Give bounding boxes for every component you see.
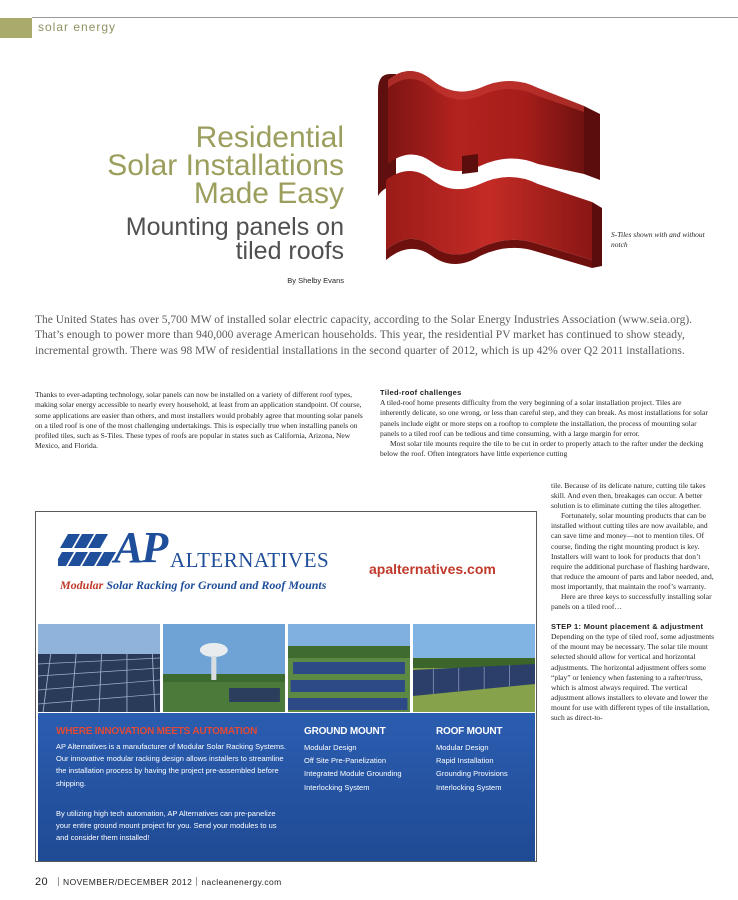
ad-info-panel	[38, 713, 535, 861]
intro-paragraph: The United States has over 5,700 MW of installed solar electric capacity, according to the Solar Energy Industries Association (www.seia.org). That’s enough to power more than 940,000 average American households. This year, the residential PV market has continued to show steady, incremental growth. There was 98 MW of residential installations in the second quarter of 2012, which is up 42% over Q2 2011 installations.	[35, 314, 693, 357]
ground-mount-item: Integrated Module Grounding	[304, 769, 402, 779]
body-paragraph-4: Here are three keys to successfully installing solar panels on a tiled roof…	[551, 592, 712, 612]
ad-url-link[interactable]: apalternatives.com	[369, 561, 496, 577]
roof-mount-list	[436, 741, 508, 794]
solar-array-photo-4	[413, 624, 535, 712]
ad-body-2: By utilizing high tech automation, AP Alternatives can pre-panelize your entire ground mount project for you. Send your modules to us and consider them installed!	[56, 809, 277, 843]
footer-divider	[196, 877, 197, 886]
section-tab-marker	[0, 18, 32, 38]
site-url[interactable]: nacleanenergy.com	[201, 877, 282, 887]
ad-brand-name: ALTERNATIVES	[170, 548, 330, 572]
article-subhead	[14, 215, 344, 263]
ap-alternatives-ad[interactable]	[35, 511, 537, 862]
headline-line-2: Solar Installations	[107, 149, 344, 182]
left-column-text: Thanks to ever-adapting technology, solar panels can now be installed on a variety of different roof types, making solar energy accessible to nearly every household, at least from an application standpoint. Of course, some applications are easier than others, and most installers would probably agree that mounting solar panels on a tiled roof is one of the most challenging undertakings. This is especially true when installing panels on profiled tiles, such as S-Tiles. These types of roofs are popular in states such as California, Arizona, New Mexico, and Florida.	[35, 390, 363, 451]
ad-tagline-rest: Solar Racking for Ground and Roof Mounts	[106, 578, 327, 592]
ad-heading-roof: ROOF MOUNT	[436, 726, 503, 737]
ground-mount-list	[304, 741, 402, 794]
roof-mount-item: Rapid Installation	[436, 756, 494, 766]
ground-mount-item: Off Site Pre-Panelization	[304, 756, 386, 766]
ground-mount-item: Interlocking System	[304, 782, 370, 792]
roof-mount-item: Grounding Provisions	[436, 769, 508, 779]
solar-array-photo-1	[38, 624, 160, 712]
headline-line-1: Residential	[195, 121, 344, 154]
roof-mount-item: Modular Design	[436, 743, 489, 752]
step1-text: Depending on the type of tiled roof, some adjustments of the mount may be necessary. The solar tile mount selected should allow for vertical and horizontal adjustments. The horizontal adjustment offers some “play” or leniency when fastening to a rafter/truss, which is almost always required. The vertical adjustment allows installers to elevate and lower the mount for use with different types of tile installation, such as direct-to-	[551, 632, 715, 722]
solar-panel-logo-icon	[58, 530, 118, 570]
body-paragraph-3: Fortunately, solar mounting products that can be installed without cutting tiles are now available, and can save time and money—not to mention tiles. Of course, finding the right mounting product is key. Installers will want to look for products that don’t require the additional purchase of flashing hardware, that reduce the amount of parts and labor needed, and, most importantly, that maintain the roof’s warranty.	[551, 511, 714, 591]
step1-heading: STEP 1: Mount placement & adjustment	[551, 622, 704, 632]
page-number: 20	[35, 876, 49, 888]
image-caption: S-Tiles shown with and without notch	[611, 230, 705, 249]
section-divider	[32, 17, 738, 18]
right-column-narrow	[551, 481, 716, 723]
ad-heading-ground: GROUND MOUNT	[304, 726, 386, 737]
body-paragraph-2-cont: tile. Because of its delicate nature, cutting tile takes skill. And even then, breakages can occur. A better solution is to eliminate cutting the tiles altogether.	[551, 481, 706, 511]
byline: By Shelby Evans	[287, 276, 344, 285]
section-label: solar energy	[38, 20, 117, 34]
article-headline	[14, 121, 344, 210]
ad-brand-ap: AP	[114, 523, 167, 572]
section-heading: Tiled-roof challenges	[380, 388, 462, 397]
solar-array-photo-3	[288, 624, 410, 712]
footer-divider	[58, 877, 59, 886]
subhead-line-1: Mounting panels on	[125, 213, 344, 241]
body-paragraph-2-lead: Most solar tile mounts require the tile to be cut in order to properly attach to the rafter under the decking below the roof. Often integrators have little experience cutting	[380, 439, 704, 459]
right-column-top	[380, 388, 713, 460]
page-footer	[35, 876, 282, 888]
ad-tagline	[60, 578, 326, 593]
s-tiles-illustration	[370, 68, 605, 280]
water-tower-photo	[163, 624, 285, 712]
issue-date: NOVEMBER/DECEMBER 2012	[63, 877, 193, 887]
ground-mount-item: Modular Design	[304, 743, 357, 752]
roof-mount-item: Interlocking System	[436, 782, 502, 792]
body-paragraph-1: A tiled-roof home presents difficulty from the very beginning of a solar installation project. Tiles are inherently delicate, so one wrong, or less than careful step, and they can break. As most installations for solar panels include eight or more steps on a rooftop to complete the installation, the process of mounting solar panels to a tiled roof can be tedious and time consuming, with a large margin for error.	[380, 398, 708, 438]
subhead-line-2: tiled roofs	[235, 237, 344, 265]
headline-line-3: Made Easy	[193, 177, 344, 210]
ad-tagline-lead: Modular	[60, 578, 104, 592]
ad-body-1: AP Alternatives is a manufacturer of Modular Solar Racking Systems. Our innovative modular racking design allows installers to streamline the installation process by having the project pre-assembled before shipping.	[56, 742, 286, 788]
ad-photo-strip	[38, 624, 535, 712]
ad-heading-main: WHERE INNOVATION MEETS AUTOMATION	[56, 726, 258, 737]
